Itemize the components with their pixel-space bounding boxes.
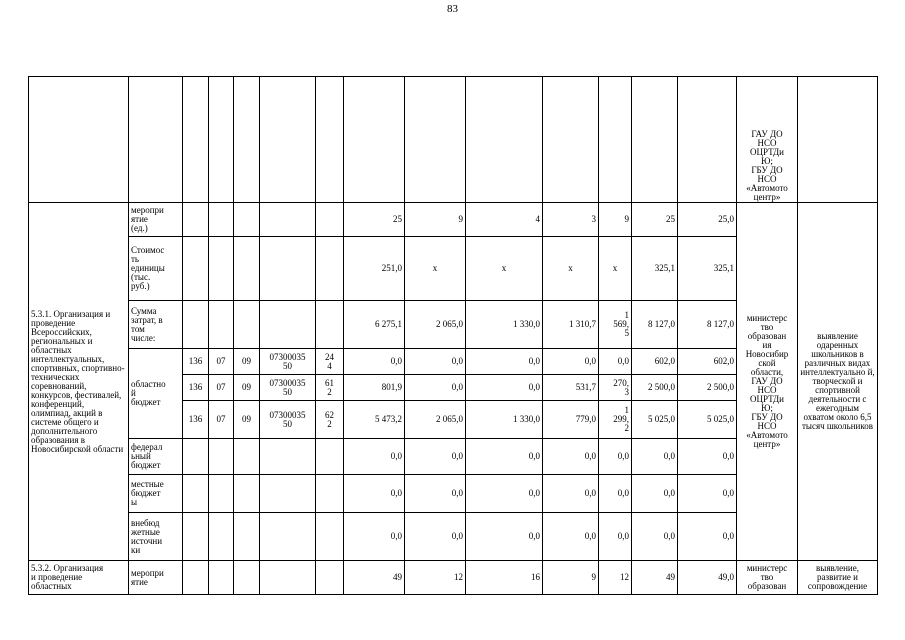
cell (234, 77, 260, 203)
value-cell: 49 (344, 561, 405, 595)
value-cell: 9 (405, 203, 466, 237)
value-cell: 16 (466, 561, 543, 595)
row-label: местные бюджет ы (129, 475, 183, 513)
cell (234, 475, 260, 513)
value-cell: 0,0 (632, 513, 678, 561)
cell (316, 237, 344, 301)
cell (183, 301, 209, 349)
value-cell: 0,0 (599, 439, 632, 475)
cell (316, 561, 344, 595)
code-cell: 24 4 (316, 349, 344, 375)
cell (29, 77, 129, 203)
code-cell: 61 2 (316, 375, 344, 401)
section-531-title: 5.3.1. Организация и проведение Всероссийских, региональных и областных интеллектуальных, спортивных, спортивно-технических соревнований, конкурсов, фестивалей, конференций, олимпиад, акций в системе общего и дополнительного образования в Новосибирской области (29, 203, 129, 561)
value-cell: 0,0 (632, 439, 678, 475)
value-cell: 325,1 (632, 237, 678, 301)
budget-table (28, 76, 878, 595)
cell (260, 77, 316, 203)
value-cell: 0,0 (599, 475, 632, 513)
section-532-title: 5.3.2. Организация и проведение областных (29, 561, 129, 595)
cell (316, 301, 344, 349)
value-cell: 25 (632, 203, 678, 237)
value-cell: 325,1 (678, 237, 737, 301)
code-cell: 07 (209, 349, 234, 375)
row-label: Сумма затрат, в том числе: (129, 301, 183, 349)
value-cell: 9 (543, 561, 599, 595)
value-cell: 25 (344, 203, 405, 237)
cell (183, 77, 209, 203)
cell (234, 203, 260, 237)
value-cell: 801,9 (344, 375, 405, 401)
row-label: меропри ятие (129, 561, 183, 595)
value-cell: 2 065,0 (405, 301, 466, 349)
value-cell: x (543, 237, 599, 301)
cell (183, 513, 209, 561)
value-cell: 3 (543, 203, 599, 237)
cell (183, 475, 209, 513)
section-531-result: выявление одаренных школьников в различных видах интеллектуально й, творческой и спортивной деятельности с ежегодным охватом около 6,5 тысяч школьников (798, 203, 878, 561)
cell (316, 475, 344, 513)
cell (209, 237, 234, 301)
section-532-responsible: министерс тво образован (737, 561, 798, 595)
value-cell: 0,0 (543, 439, 599, 475)
value-cell: 5 025,0 (632, 401, 678, 439)
cell (260, 561, 316, 595)
cell (344, 77, 405, 203)
cell (209, 77, 234, 203)
value-cell: x (405, 237, 466, 301)
cell (316, 439, 344, 475)
value-cell: x (466, 237, 543, 301)
code-cell: 07 (209, 401, 234, 439)
value-cell: 4 (466, 203, 543, 237)
value-cell: 602,0 (632, 349, 678, 375)
value-cell: 5 025,0 (678, 401, 737, 439)
cell (209, 439, 234, 475)
value-cell: 6 275,1 (344, 301, 405, 349)
value-cell: 1 299, 2 (599, 401, 632, 439)
value-cell: 0,0 (543, 349, 599, 375)
cell (209, 561, 234, 595)
cell (234, 513, 260, 561)
value-cell: 0,0 (466, 439, 543, 475)
value-cell: 49,0 (678, 561, 737, 595)
cell (466, 77, 543, 203)
value-cell: 0,0 (405, 349, 466, 375)
code-cell: 62 2 (316, 401, 344, 439)
value-cell: 25,0 (678, 203, 737, 237)
cell (183, 561, 209, 595)
code-cell: 09 (234, 375, 260, 401)
cell (209, 475, 234, 513)
value-cell: 0,0 (599, 349, 632, 375)
value-cell: 8 127,0 (632, 301, 678, 349)
page-number: 83 (447, 3, 458, 15)
table-row (29, 203, 878, 237)
value-cell: 0,0 (466, 513, 543, 561)
value-cell: 0,0 (599, 513, 632, 561)
value-cell: 1 330,0 (466, 401, 543, 439)
row-label: внебюд жетные источни ки (129, 513, 183, 561)
value-cell: 2 500,0 (678, 375, 737, 401)
cell (599, 77, 632, 203)
row-label: меропри ятие (ед.) (129, 203, 183, 237)
cell (209, 203, 234, 237)
value-cell: 0,0 (466, 349, 543, 375)
cell (129, 77, 183, 203)
cell (316, 203, 344, 237)
value-cell: 0,0 (344, 513, 405, 561)
value-cell: 531,7 (543, 375, 599, 401)
cell (234, 301, 260, 349)
cell (405, 77, 466, 203)
value-cell: 0,0 (405, 513, 466, 561)
value-cell: 5 473,2 (344, 401, 405, 439)
value-cell: 2 500,0 (632, 375, 678, 401)
code-cell: 136 (183, 375, 209, 401)
value-cell: 0,0 (405, 475, 466, 513)
responsible-cell: ГАУ ДО НСО ОЦРТДи Ю; ГБУ ДО НСО «Автомото центр» (737, 77, 798, 203)
continuation-row (29, 77, 878, 203)
cell (260, 301, 316, 349)
cell (678, 77, 737, 203)
cell (260, 475, 316, 513)
value-cell: 602,0 (678, 349, 737, 375)
value-cell: 12 (599, 561, 632, 595)
table-row (29, 561, 878, 595)
cell (234, 237, 260, 301)
cell (316, 77, 344, 203)
value-cell: 12 (405, 561, 466, 595)
row-label: федерал ьный бюджет (129, 439, 183, 475)
section-532-result: выявление, развитие и сопровождение (798, 561, 878, 595)
code-cell: 07300035 50 (260, 401, 316, 439)
code-cell: 09 (234, 349, 260, 375)
code-cell: 07300035 50 (260, 375, 316, 401)
value-cell: x (599, 237, 632, 301)
cell (234, 561, 260, 595)
value-cell: 779,0 (543, 401, 599, 439)
row-label: областно й бюджет (129, 349, 183, 439)
value-cell: 1 569, 5 (599, 301, 632, 349)
value-cell: 0,0 (344, 439, 405, 475)
value-cell: 0,0 (405, 375, 466, 401)
section-531-responsible: министерс тво образован ия Новосибир ской области, ГАУ ДО НСО ОЦРТДи Ю; ГБУ ДО НСО «Автомото центр» (737, 203, 798, 561)
cell (183, 439, 209, 475)
cell (183, 203, 209, 237)
value-cell: 0,0 (344, 349, 405, 375)
cell (209, 513, 234, 561)
value-cell: 8 127,0 (678, 301, 737, 349)
cell (260, 237, 316, 301)
cell (209, 301, 234, 349)
code-cell: 07300035 50 (260, 349, 316, 375)
cell (632, 77, 678, 203)
value-cell: 0,0 (678, 513, 737, 561)
code-cell: 136 (183, 401, 209, 439)
value-cell: 0,0 (466, 375, 543, 401)
value-cell: 0,0 (678, 475, 737, 513)
value-cell: 270, 3 (599, 375, 632, 401)
code-cell: 07 (209, 375, 234, 401)
cell (260, 203, 316, 237)
value-cell: 0,0 (543, 475, 599, 513)
value-cell: 251,0 (344, 237, 405, 301)
value-cell: 1 310,7 (543, 301, 599, 349)
value-cell: 49 (632, 561, 678, 595)
cell (183, 237, 209, 301)
value-cell: 0,0 (344, 475, 405, 513)
value-cell: 9 (599, 203, 632, 237)
value-cell: 0,0 (466, 475, 543, 513)
cell (260, 439, 316, 475)
value-cell: 2 065,0 (405, 401, 466, 439)
row-label: Стоимос ть единицы (тыс. руб.) (129, 237, 183, 301)
code-cell: 136 (183, 349, 209, 375)
value-cell: 1 330,0 (466, 301, 543, 349)
value-cell: 0,0 (543, 513, 599, 561)
code-cell: 09 (234, 401, 260, 439)
cell (798, 77, 878, 203)
value-cell: 0,0 (678, 439, 737, 475)
cell (316, 513, 344, 561)
value-cell: 0,0 (632, 475, 678, 513)
cell (234, 439, 260, 475)
cell (260, 513, 316, 561)
cell (543, 77, 599, 203)
value-cell: 0,0 (405, 439, 466, 475)
